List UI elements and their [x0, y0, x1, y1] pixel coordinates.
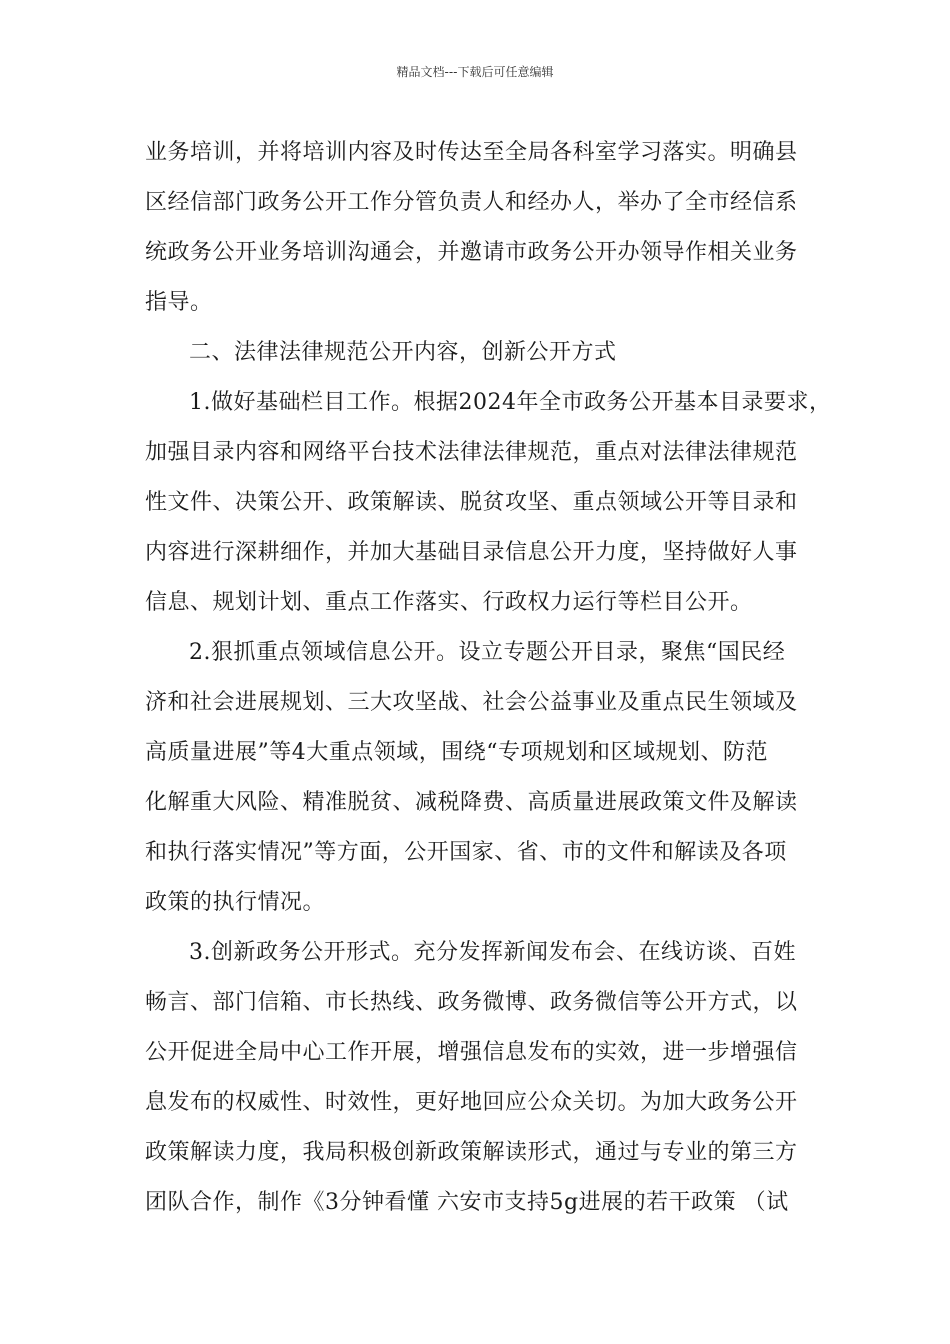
text-line: 息发布的权威性、时效性，更好地回应公众关切。为加大政务公开	[145, 1090, 798, 1115]
text-line: 内容进行深耕细作，并加大基础目录信息公开力度，坚持做好人事	[145, 540, 798, 565]
text-line: 区经信部门政务公开工作分管负责人和经办人，举办了全市经信系	[145, 190, 798, 215]
text-line: 信息、规划计划、重点工作落实、行政权力运行等栏目公开。	[145, 590, 753, 615]
text-line: 二、法律法律规范公开内容，创新公开方式	[189, 340, 617, 365]
text-line: 高质量进展”等4大重点领域，围绕“专项规划和区域规划、防范	[145, 740, 768, 765]
text-line: 加强目录内容和网络平台技术法律法律规范，重点对法律法律规范	[145, 440, 798, 465]
text-line: 业务培训，并将培训内容及时传达至全局各科室学习落实。明确县	[145, 140, 798, 165]
text-line: 政策解读力度，我局积极创新政策解读形式，通过与专业的第三方	[145, 1140, 798, 1165]
document-body	[145, 128, 832, 1228]
text-line: 统政务公开业务培训沟通会，并邀请市政务公开办领导作相关业务	[145, 240, 798, 265]
text-line: 3.创新政务公开形式。充分发挥新闻发布会、在线访谈、百姓	[189, 940, 796, 965]
text-line: 济和社会进展规划、三大攻坚战、社会公益事业及重点民生领域及	[145, 690, 798, 715]
text-line: 2.狠抓重点领域信息公开。设立专题公开目录，聚焦“国民经	[189, 640, 786, 665]
text-line: 性文件、决策公开、政策解读、脱贫攻坚、重点领域公开等目录和	[145, 490, 798, 515]
text-line: 1.做好基础栏目工作。根据2024年全市政务公开基本目录要求，	[189, 390, 832, 415]
text-line: 畅言、部门信箱、市长热线、政务微博、政务微信等公开方式，以	[145, 990, 798, 1015]
text-line: 团队合作，制作《3分钟看懂 六安市支持5g进展的若干政策 （试	[145, 1190, 789, 1215]
text-line: 公开促进全局中心工作开展，增强信息发布的实效，进一步增强信	[145, 1040, 798, 1065]
page-header: 精品文档---下载后可任意编辑	[396, 65, 554, 79]
text-line: 和执行落实情况”等方面，公开国家、省、市的文件和解读及各项	[145, 840, 787, 865]
text-line: 化解重大风险、精准脱贫、减税降费、高质量进展政策文件及解读	[145, 790, 798, 815]
text-line: 政策的执行情况。	[145, 890, 326, 915]
text-line: 指导。	[145, 290, 213, 315]
